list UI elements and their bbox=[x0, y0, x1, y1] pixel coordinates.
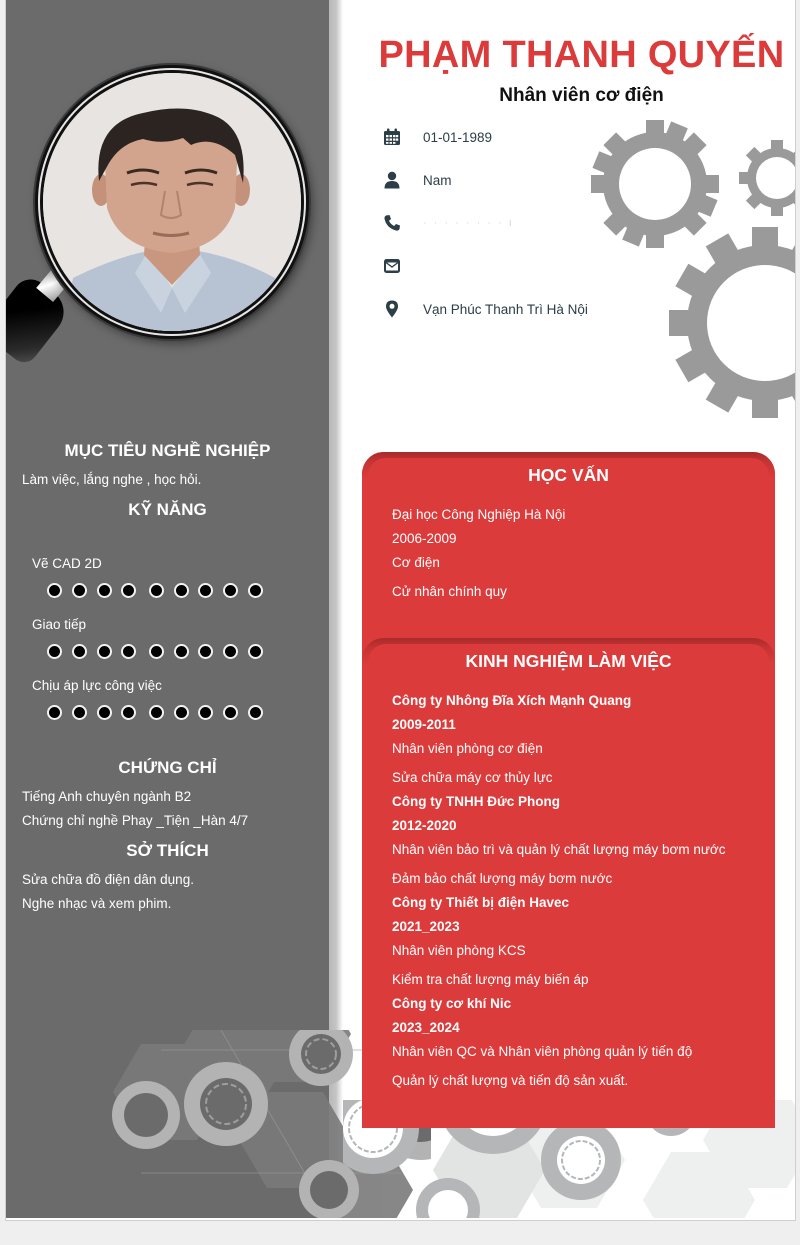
job-company: Công ty Thiết bị điện Havec bbox=[392, 895, 570, 910]
cv-page bbox=[5, 0, 796, 1221]
rating-dot-icon bbox=[97, 583, 112, 598]
rating-dot-icon bbox=[248, 705, 263, 720]
job-description: Sửa chữa máy cơ thủy lực bbox=[392, 770, 553, 785]
job-description: Quản lý chất lượng và tiến độ sản xuất. bbox=[392, 1073, 629, 1088]
contact-gender bbox=[383, 170, 452, 190]
job-period: 2012-2020 bbox=[392, 818, 457, 833]
rating-dot-icon bbox=[198, 644, 213, 659]
skill-label: Vẽ CAD 2D bbox=[32, 556, 102, 571]
map-pin-icon bbox=[383, 300, 401, 318]
certificate-item: Tiếng Anh chuyên ngành B2 bbox=[22, 789, 192, 804]
portrait-magnifier bbox=[6, 0, 329, 380]
rating-dot-icon bbox=[121, 583, 136, 598]
job-company: Công ty cơ khí Nic bbox=[392, 996, 512, 1011]
job-position: Nhân viên QC và Nhân viên phòng quản lý tiến độ bbox=[392, 1044, 693, 1059]
education-major: Cơ điện bbox=[392, 555, 440, 570]
envelope-icon bbox=[383, 257, 401, 275]
hobby-item: Sửa chữa đồ điện dân dụng. bbox=[22, 872, 194, 887]
job-company: Công ty Nhông Đĩa Xích Mạnh Quang bbox=[392, 693, 632, 708]
hobbies-heading: SỞ THÍCH bbox=[126, 841, 209, 860]
birthdate-text: 01-01-1989 bbox=[423, 129, 493, 145]
phone-text: · · · · · · · · ı bbox=[423, 217, 514, 229]
address-text: Vạn Phúc Thanh Trì Hà Nội bbox=[423, 301, 588, 317]
magnifier-ring bbox=[35, 65, 309, 339]
education-period: 2006-2009 bbox=[392, 531, 457, 546]
rating-dot-icon bbox=[198, 583, 213, 598]
education-degree: Cử nhân chính quy bbox=[392, 584, 507, 599]
job-position: Nhân viên phòng KCS bbox=[392, 943, 526, 958]
objective-text: Làm việc, lắng nghe , học hỏi. bbox=[22, 472, 202, 487]
job-company: Công ty TNHH Đức Phong bbox=[392, 794, 561, 809]
portrait-photo-icon bbox=[43, 73, 301, 331]
rating-dot-icon bbox=[248, 644, 263, 659]
job-period: 2023_2024 bbox=[392, 1020, 460, 1035]
experience-heading: KINH NGHIỆM LÀM VIỆC bbox=[465, 651, 672, 671]
rating-dot-icon bbox=[223, 705, 238, 720]
rating-dot-icon bbox=[97, 644, 112, 659]
rating-dot-icon bbox=[174, 583, 189, 598]
contact-phone bbox=[383, 213, 514, 233]
job-period: 2009-2011 bbox=[392, 717, 456, 732]
certificates-heading: CHỨNG CHỈ bbox=[118, 758, 217, 777]
job-period: 2021_2023 bbox=[392, 919, 460, 934]
education-school: Đại học Công Nghiệp Hà Nội bbox=[392, 507, 566, 522]
skills-heading: KỸ NĂNG bbox=[128, 500, 207, 519]
rating-dot-icon bbox=[72, 583, 87, 598]
job-position: Nhân viên phòng cơ điện bbox=[392, 741, 543, 756]
contact-email bbox=[383, 256, 423, 276]
rating-dot-icon bbox=[198, 705, 213, 720]
contact-address bbox=[383, 299, 588, 319]
education-heading: HỌC VẤN bbox=[528, 465, 609, 485]
contact-birthdate bbox=[383, 127, 492, 147]
rating-dot-icon bbox=[72, 705, 87, 720]
candidate-name: PHẠM THANH QUYẾN bbox=[378, 34, 785, 76]
rating-dot-icon bbox=[223, 583, 238, 598]
job-title: Nhân viên cơ điện bbox=[499, 85, 664, 106]
rating-dot-icon bbox=[174, 705, 189, 720]
phone-icon bbox=[383, 214, 401, 232]
avatar bbox=[43, 73, 301, 331]
job-description: Kiểm tra chất lượng máy biến áp bbox=[392, 972, 589, 987]
hobby-item: Nghe nhạc và xem phim. bbox=[22, 896, 172, 911]
rating-dot-icon bbox=[121, 705, 136, 720]
gender-text: Nam bbox=[423, 172, 452, 188]
rating-dot-icon bbox=[47, 705, 62, 720]
objective-heading: MỤC TIÊU NGHỀ NGHIỆP bbox=[64, 441, 271, 460]
certificate-item: Chứng chỉ nghề Phay _Tiện _Hàn 4/7 bbox=[22, 813, 249, 828]
rating-dot-icon bbox=[47, 583, 62, 598]
user-icon bbox=[383, 171, 401, 189]
rating-dot-icon bbox=[149, 705, 164, 720]
main-content-panel bbox=[362, 452, 775, 1128]
rating-dot-icon bbox=[174, 644, 189, 659]
rating-dot-icon bbox=[47, 644, 62, 659]
calendar-icon bbox=[383, 128, 401, 146]
decorative-gears-icon bbox=[589, 118, 796, 418]
rating-dot-icon bbox=[248, 583, 263, 598]
skill-label: Chịu áp lực công việc bbox=[32, 678, 162, 693]
rating-dot-icon bbox=[121, 644, 136, 659]
rating-dot-icon bbox=[149, 583, 164, 598]
job-description: Đảm bảo chất lượng máy bơm nước bbox=[392, 871, 613, 886]
rating-dot-icon bbox=[97, 705, 112, 720]
job-position: Nhân viên bảo trì và quản lý chất lượng máy bơm nước bbox=[392, 842, 726, 857]
rating-dot-icon bbox=[223, 644, 238, 659]
rating-dot-icon bbox=[149, 644, 164, 659]
rating-dot-icon bbox=[72, 644, 87, 659]
skill-label: Giao tiếp bbox=[32, 617, 87, 632]
